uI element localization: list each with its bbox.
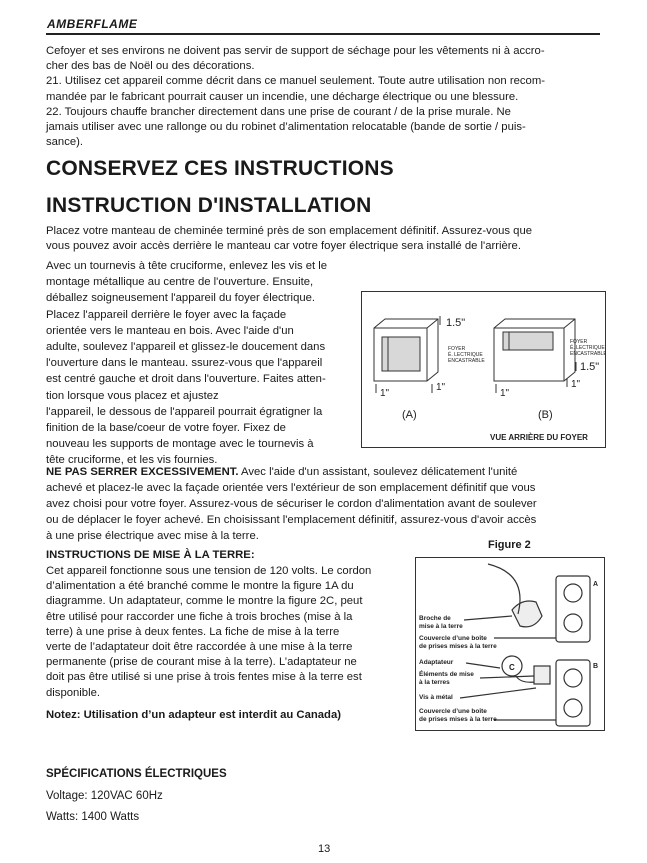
text-line: jamais utiliser avec une rallonge ou du robinet d’alimentation relocatable (bande de sortie / puis- (46, 121, 526, 134)
intro-text (46, 44, 606, 150)
install-steps (46, 258, 358, 469)
text-line: finition de la base/coeur de votre foyer. Fixez de (46, 422, 286, 435)
leader-adaptateur (466, 663, 500, 668)
text-line: être utilisé pour raccorder une fiche à trois broches (mise à la (46, 610, 353, 623)
outlet-b-plate (556, 660, 590, 726)
label-adaptateur: Adaptateur (419, 659, 454, 666)
dim-bottom-a-label: 1" (436, 382, 446, 393)
page-number: 13 (318, 843, 331, 855)
text-line: sance). (46, 136, 84, 149)
text-line: verte de l’adaptateur doit être raccordée à une mise à la terre (46, 641, 353, 654)
label-couvercle1: de prises mises à la terre (419, 643, 497, 650)
text-line: Placez votre manteau de cheminée terminé près de son emplacement définitif. Assurez-vous que (46, 225, 533, 237)
brand-text: AMBERFLAME (47, 17, 138, 31)
text-line: avez choisi pour votre foyer. Assurez-vous de sécuriser le cordon d'alimentation avant de soulever (46, 498, 537, 510)
specs-title: SPÉCIFICATIONS ÉLECTRIQUES (46, 768, 227, 780)
text-line: Avec un tournevis à tête cruciforme, enlevez les vis et le (46, 260, 328, 272)
tighten-first: Avec l'aide d'un assistant, soulevez délicatement l'unité (238, 466, 518, 478)
figure-b-label: (B) (538, 409, 553, 421)
text-line: est centré gauche et droit dans l'ouverture. Faites atten- (46, 373, 326, 386)
outlet-a-bottom (564, 614, 582, 632)
text-line: vous pouvez avoir accès derrière le manteau car votre foyer électrique sera installé de l'arrière. (46, 240, 521, 253)
dim-left-b-label: 1" (500, 388, 510, 399)
text-line: nouveau les supports de montage avec le tournevis à (46, 438, 314, 451)
tighten-paragraph (46, 464, 606, 544)
outlet-b-bottom (564, 699, 582, 717)
text-line: diagramme. Un adaptateur, comme le montre la figure 2C, peut (46, 595, 363, 608)
text-line (46, 464, 606, 480)
grounding-title: INSTRUCTIONS DE MISE À LA TERRE: (46, 549, 255, 561)
leader-broche (464, 616, 512, 620)
text-line: ou de déplacer le foyer achevé. En choisissant l'emplacement définitif, assurez-vous d'avoir accès (46, 514, 537, 526)
grounding-diagram (416, 558, 604, 730)
label-broche: Broche de (419, 615, 451, 622)
mark-b: B (593, 663, 599, 670)
leader-elements (480, 676, 534, 678)
text-line: Cefoyer et ses environs ne doivent pas servir de support de séchage pour les vêtements ni à accro- (46, 45, 545, 57)
label-broche: mise à la terre (419, 623, 463, 630)
text-line: achevé et placez-le avec la façade orientée vers l'extérieur de son emplacement définitif que vous (46, 482, 536, 494)
adapter-body (534, 666, 550, 684)
figure-rear-view (361, 291, 606, 448)
rear-view-diagram (362, 292, 605, 447)
box-b-insert (503, 332, 553, 350)
label-elements: Éléments de mise (419, 671, 474, 678)
label-elements: à la terres (419, 679, 450, 686)
text-line: Cet appareil fonctionne sous une tension de 120 volts. Le cordon (46, 565, 372, 577)
text-line: mandée par le fabricant pourrait causer un incendie, une décharge électrique ou une blessure. (46, 90, 519, 103)
foyer-a-line: FOYER (448, 346, 466, 352)
figure-caption: VUE ARRIÈRE DU FOYER (490, 433, 588, 442)
grounding-note: Notez: Utilisation d’un adapteur est interdit au Canada) (46, 709, 341, 721)
plug-a (512, 601, 542, 627)
text-line: 22. Toujours chauffe brancher directement dans une prise de courant / de la prise murale. Ne (46, 105, 511, 118)
figure-grounding (415, 557, 605, 731)
grounding-text (46, 564, 408, 701)
header-rule (46, 33, 600, 35)
mark-a: A (593, 581, 599, 588)
figure2-title: Figure 2 (488, 539, 531, 551)
dim-left-a-label: 1" (380, 388, 390, 399)
outlet-b-top (564, 669, 582, 687)
text-line: montage métallique au centre de l'ouverture. Ensuite, (46, 276, 314, 289)
text-line: cher des bas de Noël ou des décorations. (46, 60, 255, 73)
specs-voltage: Voltage: 120VAC 60Hz (46, 790, 163, 802)
text-line: tête cruciforme, et les vis fournies. (46, 454, 218, 467)
install-intro (46, 224, 606, 254)
text-line: Placez l'appareil derrière le foyer avec la façade (46, 308, 287, 321)
foyer-b-line: FOYER (570, 339, 588, 345)
text-line: d’alimentation a été branché comme le montre la figure 1A du (46, 580, 354, 593)
figure-a-label: (A) (402, 409, 417, 421)
label-couvercle2: de prises mises à la terre (419, 716, 497, 723)
foyer-b-line: É. LECTRIQUE (570, 345, 605, 351)
text-line: tion lorsque vous placez et ajustez (46, 389, 219, 402)
heading-conservez: CONSERVEZ CES INSTRUCTIONS (46, 157, 394, 180)
leader-vis (460, 688, 536, 698)
label-couvercle1: Couvercle d’une boîte (419, 635, 487, 642)
outlet-a-top (564, 584, 582, 602)
text-line: permanente (prise de courant mise à la terre). L’adaptateur ne (46, 656, 357, 669)
label-vis: Vis à métal (419, 694, 453, 701)
foyer-a-line: É. LECTRIQUE (448, 352, 483, 358)
heading-installation: INSTRUCTION D'INSTALLATION (46, 194, 372, 217)
text-line: l'ouverture dans le manteau. ssurez-vous que l'appareil (46, 357, 323, 370)
dim-top-label: 1.5" (446, 317, 466, 329)
text-line: à une prise électrique avec mise à la terre. (46, 530, 259, 542)
foyer-b-line: ENCASTRABLE (570, 351, 605, 357)
text-line: disponible. (46, 686, 101, 699)
label-couvercle2: Couvercle d’une boîte (419, 708, 487, 715)
text-line: doit pas être utilisé si une prise à trois fentes mise à la terre est (46, 671, 362, 684)
specs-watts: Watts: 1400 Watts (46, 811, 140, 823)
dim-bottom-b-label: 1" (571, 379, 581, 390)
text-line: adulte, soulevez l'appareil et glissez-le doucement dans (46, 341, 326, 354)
text-line: l'appareil, le dessous de l'appareil pourrait égratigner la (46, 405, 323, 418)
text-line: déballez soigneusement l'appareil du foyer électrique. (46, 292, 316, 305)
dim-right-b-label: 1.5" (580, 361, 600, 373)
text-line: orientée vers le manteau en bois. Avec l'aide d'un (46, 324, 294, 337)
brand-logo (47, 17, 137, 31)
mark-c: C (509, 663, 515, 672)
foyer-a-line: ENCASTRABLE (448, 358, 485, 364)
tighten-title: NE PAS SERRER EXCESSIVEMENT. (46, 466, 239, 478)
text-line: terre) à une prise à deux fentes. La fiche de mise à la terre (46, 625, 340, 638)
text-line: 21. Utilisez cet appareil comme décrit dans ce manuel seulement. Toute autre utilisation non recom- (46, 75, 545, 88)
